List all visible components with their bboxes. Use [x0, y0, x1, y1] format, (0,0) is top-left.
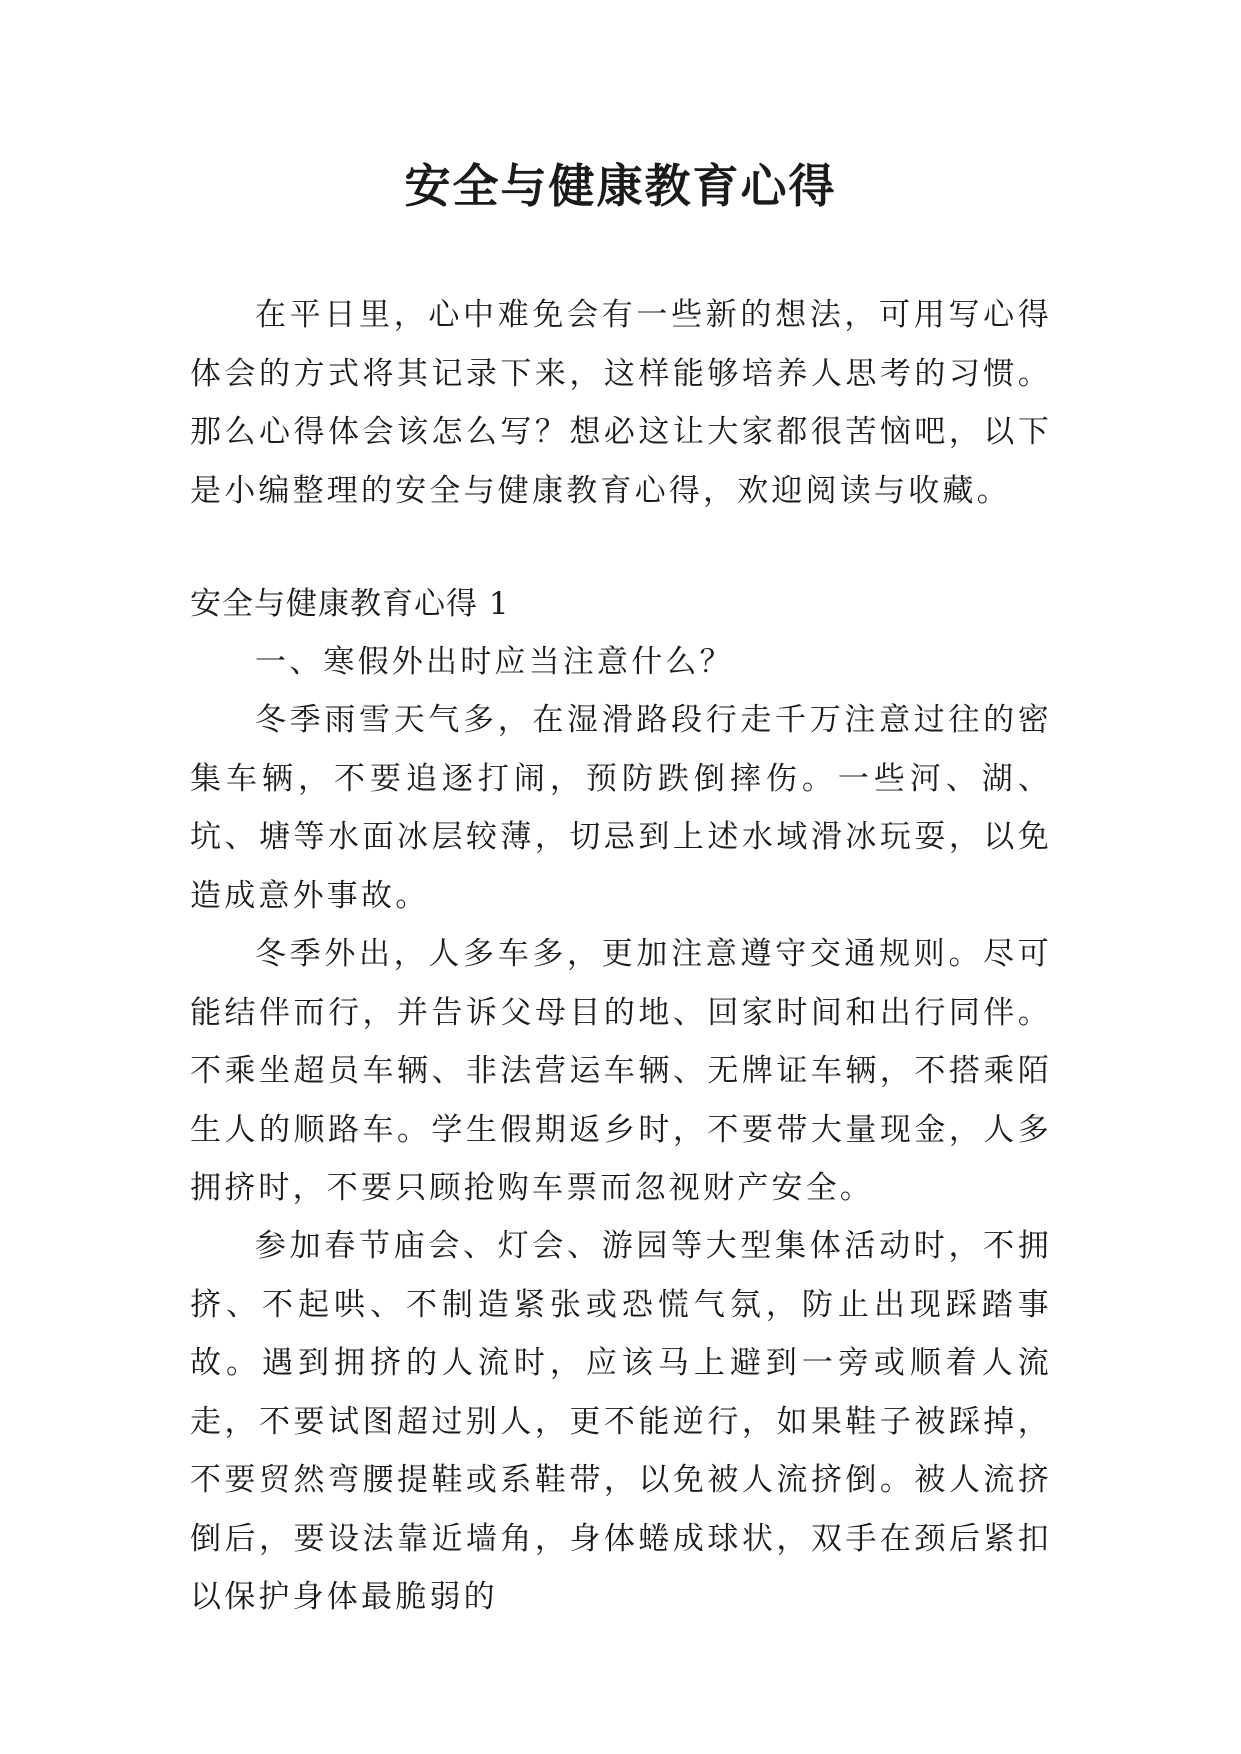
body-paragraph: 冬季外出，人多车多，更加注意遵守交通规则。尽可能结伴而行，并告诉父母目的地、回家时间和出行同伴。不乘坐超员车辆、非法营运车辆、无牌证车辆，不搭乘陌生人的顺路车。学生假期返乡时，不要带大量现金，人多拥挤时，不要只顾抢购车票而忽视财产安全。: [190, 936, 1052, 1206]
question-heading: 一、寒假外出时应当注意什么？: [255, 644, 734, 680]
intro-paragraph: 在平日里，心中难免会有一些新的想法，可用写心得体会的方式将其记录下来，这样能够培养人思考的习惯。那么心得体会该怎么写？想必这让大家都很苦恼吧，以下是小编整理的安全与健康教育心得，欢迎阅读与收藏。: [190, 297, 1052, 509]
body-paragraph: 参加春节庙会、灯会、游园等大型集体活动时，不拥挤、不起哄、不制造紧张或恐慌气氛，防止出现踩踏事故。遇到拥挤的人流时，应该马上避到一旁或顺着人流走，不要试图超过别人，更不能逆行，如果鞋子被踩掉，不要贸然弯腰提鞋或系鞋带，以免被人流挤倒。被人流挤倒后，要设法靠近墙角，身体蜷成球状，双手在颈后紧扣以保护身体最脆弱的: [190, 1228, 1052, 1615]
section-title: 安全与健康教育心得 1: [190, 586, 510, 622]
document-title: 安全与健康教育心得: [404, 159, 837, 213]
body-paragraph: 冬季雨雪天气多，在湿滑路段行走千万注意过往的密集车辆，不要追逐打闹，预防跌倒摔伤。一些河、湖、坑、塘等水面冰层较薄，切忌到上述水域滑冰玩耍，以免造成意外事故。: [190, 702, 1052, 914]
